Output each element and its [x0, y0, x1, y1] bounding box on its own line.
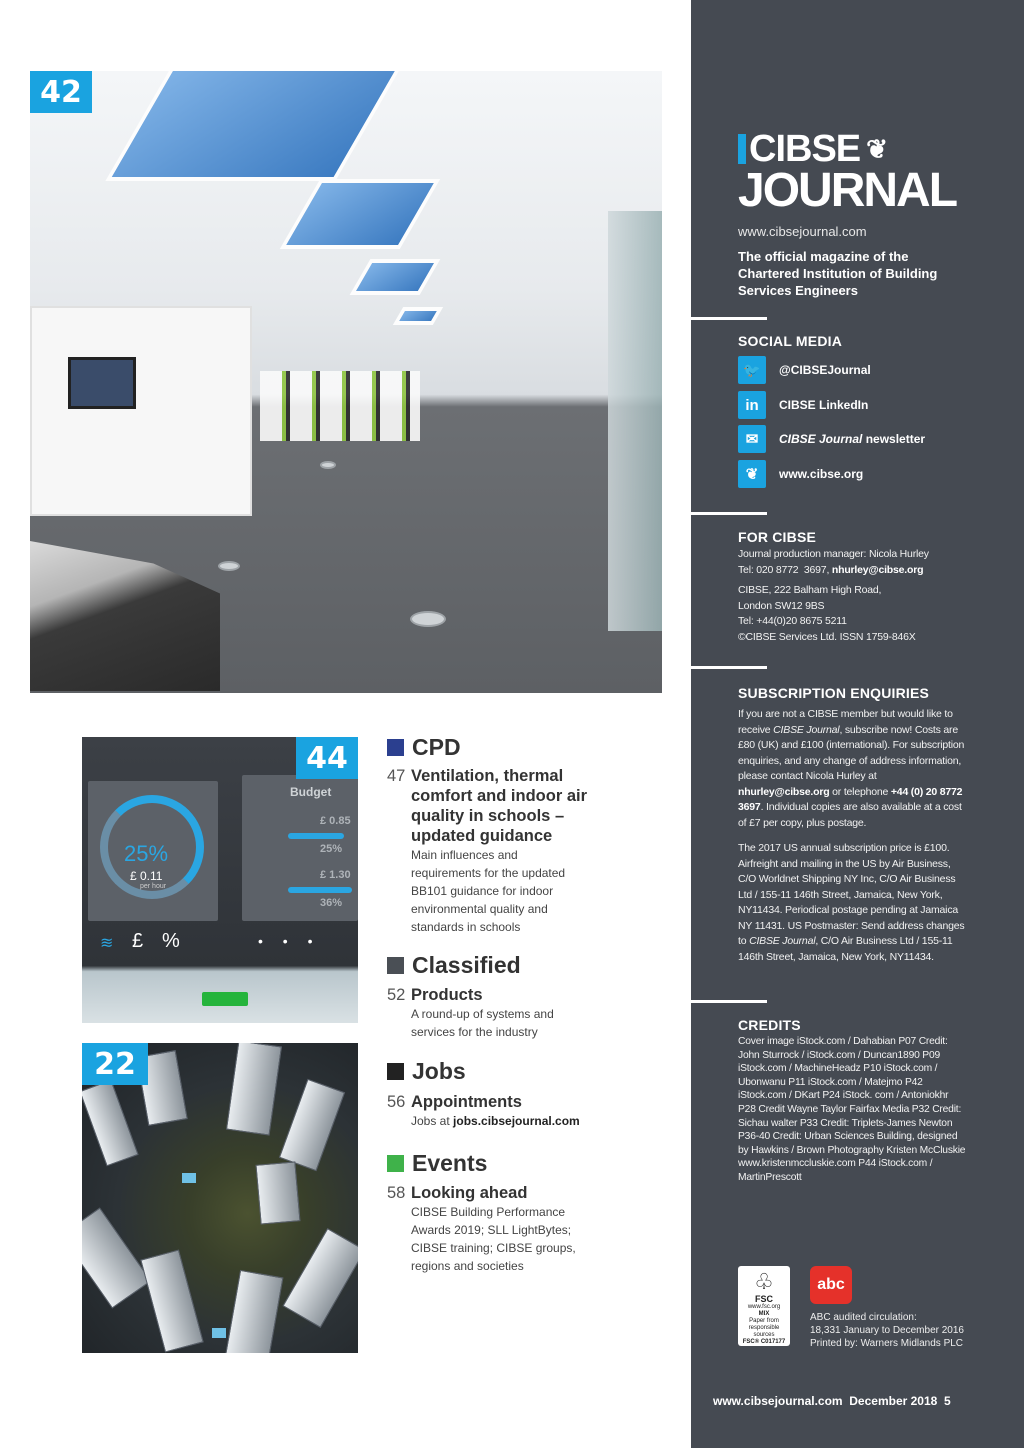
subscription-heading: SUBSCRIPTION ENQUIRIES [738, 685, 930, 701]
item-description [411, 1112, 591, 1130]
social-twitter[interactable] [738, 356, 871, 384]
subscription-text-1 [738, 707, 968, 831]
city-thumbnail[interactable] [82, 1043, 358, 1353]
social-heading: SOCIAL MEDIA [738, 333, 843, 349]
sofa [30, 541, 220, 691]
divider [691, 1000, 767, 1003]
website-link[interactable]: www.cibsejournal.com [738, 224, 867, 239]
pool [212, 1328, 226, 1338]
abc-logo: abc [810, 1266, 852, 1304]
section-events[interactable] [387, 1150, 487, 1177]
toc-item-events[interactable] [387, 1183, 527, 1203]
percent-icon: % [162, 930, 180, 952]
page-badge-44: 44 [296, 737, 358, 779]
office-photo [30, 71, 662, 693]
fsc-logo [738, 1266, 790, 1346]
classified-square-icon [387, 957, 404, 974]
newsletter-icon: ✉ [738, 425, 766, 453]
wifi-icon: ≋ [100, 935, 114, 952]
text: , C/O Air Business Ltd / 155-11 146th Street, Jamaica, New York, NY11434. [738, 935, 953, 963]
text: The 2017 US annual subscription price is £100. Airfreight and mailing in the US by Air Business, C/O Worldnet Shipping NY Inc, C/O Air Business Ltd / 155-11 146th Street, Jamaica, New York, NY11434. Periodical postage pending at Jamaica NY 11431. US Postmaster: Send address changes to [738, 842, 965, 947]
pool [182, 1173, 196, 1183]
toc-item-cpd[interactable] [387, 766, 591, 846]
tel: Tel: 020 8772 3697, [738, 563, 832, 576]
text: . Individual copies are also available at a cost of £7 per copy, plus postage. [738, 801, 962, 829]
section-cpd[interactable] [387, 734, 461, 761]
social-label: @CIBSEJournal [779, 363, 871, 377]
logo-bar [738, 134, 746, 164]
events-square-icon [387, 1155, 404, 1172]
text: , subscribe now! Costs are £80 (UK) and £100 (international). For subscription enquiries, and any change of address information, please contact Nicola Hurley at [738, 723, 965, 782]
tower [226, 1043, 282, 1136]
text-italic: CIBSE Journal [773, 723, 840, 736]
address-block [738, 583, 968, 645]
cost-unit: per hour [140, 883, 167, 890]
text: or telephone [829, 785, 891, 798]
jobs-square-icon [387, 1063, 404, 1080]
for-cibse-text [738, 547, 968, 578]
address-line: CIBSE, 222 Balham High Road, [738, 584, 882, 596]
desk-rows [260, 371, 420, 441]
for-cibse-heading: FOR CIBSE [738, 529, 817, 545]
address-line: London SW12 9BS [738, 599, 825, 612]
skylight-3 [350, 259, 441, 295]
pound-icon: £ [132, 930, 144, 952]
abc-text [810, 1311, 980, 1350]
tower [140, 1249, 203, 1352]
fsc-text: FSC [755, 1294, 773, 1304]
fsc-code: FSC® C017177 [742, 1339, 786, 1345]
divider [691, 317, 767, 320]
subscription-text-2 [738, 841, 968, 965]
fsc-mix: MIX [758, 1311, 770, 1317]
page-number: 56 [387, 1093, 406, 1111]
page-number: 47 [387, 767, 406, 785]
production-manager: Journal production manager: Nicola Hurley [738, 548, 929, 560]
item-title: Products [411, 986, 483, 1004]
tagline: The official magazine of the Chartered Institution of Building Services Engineers [738, 249, 938, 298]
green-button [202, 992, 248, 1006]
social-label: newsletter [862, 432, 926, 446]
social-newsletter[interactable] [738, 425, 925, 453]
divider [691, 666, 767, 669]
credits-text: Cover image iStock.com / Dahabian P07 Credit: John Sturrock / iStock.com / Duncan1890 P09 iStock.com / MachineHeadz P10 iStock.com / Ubonwanu P11 iStock.com / Matejmo P42 iStock.com / DKart P24 iStock. com / Antoniokhr P28 Credit Wayne Taylor Fairfax Media P32 Credit: Sichau walter P33 Credit: Triplets-James Newton P36-40 Credit: Urban Sciences Building, designed by Hawkins / Brown Photography Kristen McCluskie www.kristenmccluskie.com P44 iStock.com / MartinPrescott [738, 1036, 966, 1183]
section-heading: Events [412, 1150, 488, 1176]
jobs-desc-prefix: Jobs at [411, 1114, 454, 1128]
budget-label: Budget [290, 785, 332, 799]
email-link[interactable]: nhurley@cibse.org [738, 785, 830, 798]
logo-line1: CIBSE [749, 128, 861, 170]
page-number: 58 [387, 1184, 406, 1202]
fsc-site: www.fsc.org [747, 1304, 781, 1310]
abc-line: ABC audited circulation: [810, 1312, 917, 1323]
tower [255, 1161, 300, 1224]
jobs-link[interactable]: jobs.cibsejournal.com [453, 1114, 580, 1128]
floor-diffuser [320, 461, 336, 469]
cpd-thumbnail[interactable] [82, 737, 358, 1023]
budget-value: 25% [320, 843, 343, 855]
item-description: A round-up of systems and services for the industry [411, 1007, 554, 1039]
page-number: 52 [387, 986, 406, 1004]
energy-percent: 25% [124, 841, 169, 866]
social-label: CIBSE LinkedIn [779, 398, 869, 412]
tower [279, 1079, 345, 1172]
skylight-2 [280, 179, 440, 249]
tower [282, 1228, 358, 1328]
sidebar [691, 0, 1024, 1448]
section-heading: Jobs [412, 1058, 466, 1084]
credits-heading: CREDITS [738, 1017, 801, 1033]
divider [691, 512, 767, 515]
address-line: ©CIBSE Services Ltd. ISSN 1759-846X [738, 630, 916, 643]
skylight-4 [393, 307, 443, 325]
page-badge-42: 42 [30, 71, 92, 113]
address-line: Tel: +44(0)20 8675 5211 [738, 615, 847, 627]
item-title: Ventilation, thermal comfort and indoor air quality in schools – updated guidance [411, 767, 588, 845]
social-cibse[interactable] [738, 460, 863, 488]
text: If you are not a CIBSE member but would like to receive [738, 708, 953, 736]
section-classified[interactable] [387, 952, 521, 979]
contact-line [738, 563, 968, 579]
item-description: CIBSE Building Performance Awards 2019; SLL LightBytes; CIBSE training; CIBSE groups, regions and societies [411, 1205, 576, 1273]
budget-bar [288, 887, 352, 893]
phone: +44 (0) 20 8772 3697 [738, 785, 963, 813]
energy-cost: £ 0.11 [130, 869, 163, 883]
fsc-line: Paper from responsible sources [748, 1318, 780, 1338]
glass-partition [608, 211, 662, 631]
email-link[interactable]: nhurley@cibse.org [831, 563, 924, 576]
toc-item-classified[interactable] [387, 985, 483, 1005]
abc-line: Printed by: Warners Midlands PLC [810, 1338, 964, 1349]
social-linkedin[interactable] [738, 391, 868, 419]
budget-value: £ 1.30 [320, 869, 351, 881]
logo-line2: JOURNAL [738, 164, 957, 217]
skylight-1 [105, 71, 404, 181]
dots: • • • [258, 933, 321, 949]
wall-screen [68, 357, 136, 409]
section-heading: Classified [412, 952, 521, 978]
budget-value: 36% [320, 897, 343, 909]
cibse-journal-logo[interactable] [738, 128, 957, 217]
linkedin-icon: in [738, 391, 766, 419]
tower [82, 1080, 139, 1167]
tree-icon: ♧ [754, 1269, 774, 1294]
budget-bar [288, 833, 344, 839]
section-heading: CPD [412, 734, 461, 760]
griffin-icon: ❦ [866, 134, 887, 164]
social-label: www.cibse.org [779, 467, 864, 481]
tower [82, 1207, 151, 1308]
cibse-icon: ❦ [738, 460, 766, 488]
cpd-square-icon [387, 739, 404, 756]
item-title: Looking ahead [411, 1184, 528, 1202]
social-label-italic: CIBSE Journal [779, 432, 863, 446]
bookshelf [30, 306, 252, 516]
toc-item-jobs[interactable] [387, 1092, 522, 1112]
item-title: Appointments [411, 1093, 522, 1111]
twitter-icon: 🐦 [738, 356, 766, 384]
floor-diffuser [218, 561, 240, 571]
tower [225, 1270, 284, 1353]
page-footer: www.cibsejournal.com December 2018 5 [713, 1394, 951, 1408]
section-jobs[interactable] [387, 1058, 466, 1085]
abc-line: 18,331 January to December 2016 [810, 1325, 964, 1336]
floor-diffuser [410, 611, 446, 627]
item-description: Main influences and requirements for the updated BB101 guidance for indoor environmental quality and standards in schools [411, 848, 566, 934]
budget-value: £ 0.85 [320, 815, 351, 827]
page-badge-22: 22 [82, 1043, 148, 1085]
text-italic: CIBSE Journal [749, 935, 816, 947]
